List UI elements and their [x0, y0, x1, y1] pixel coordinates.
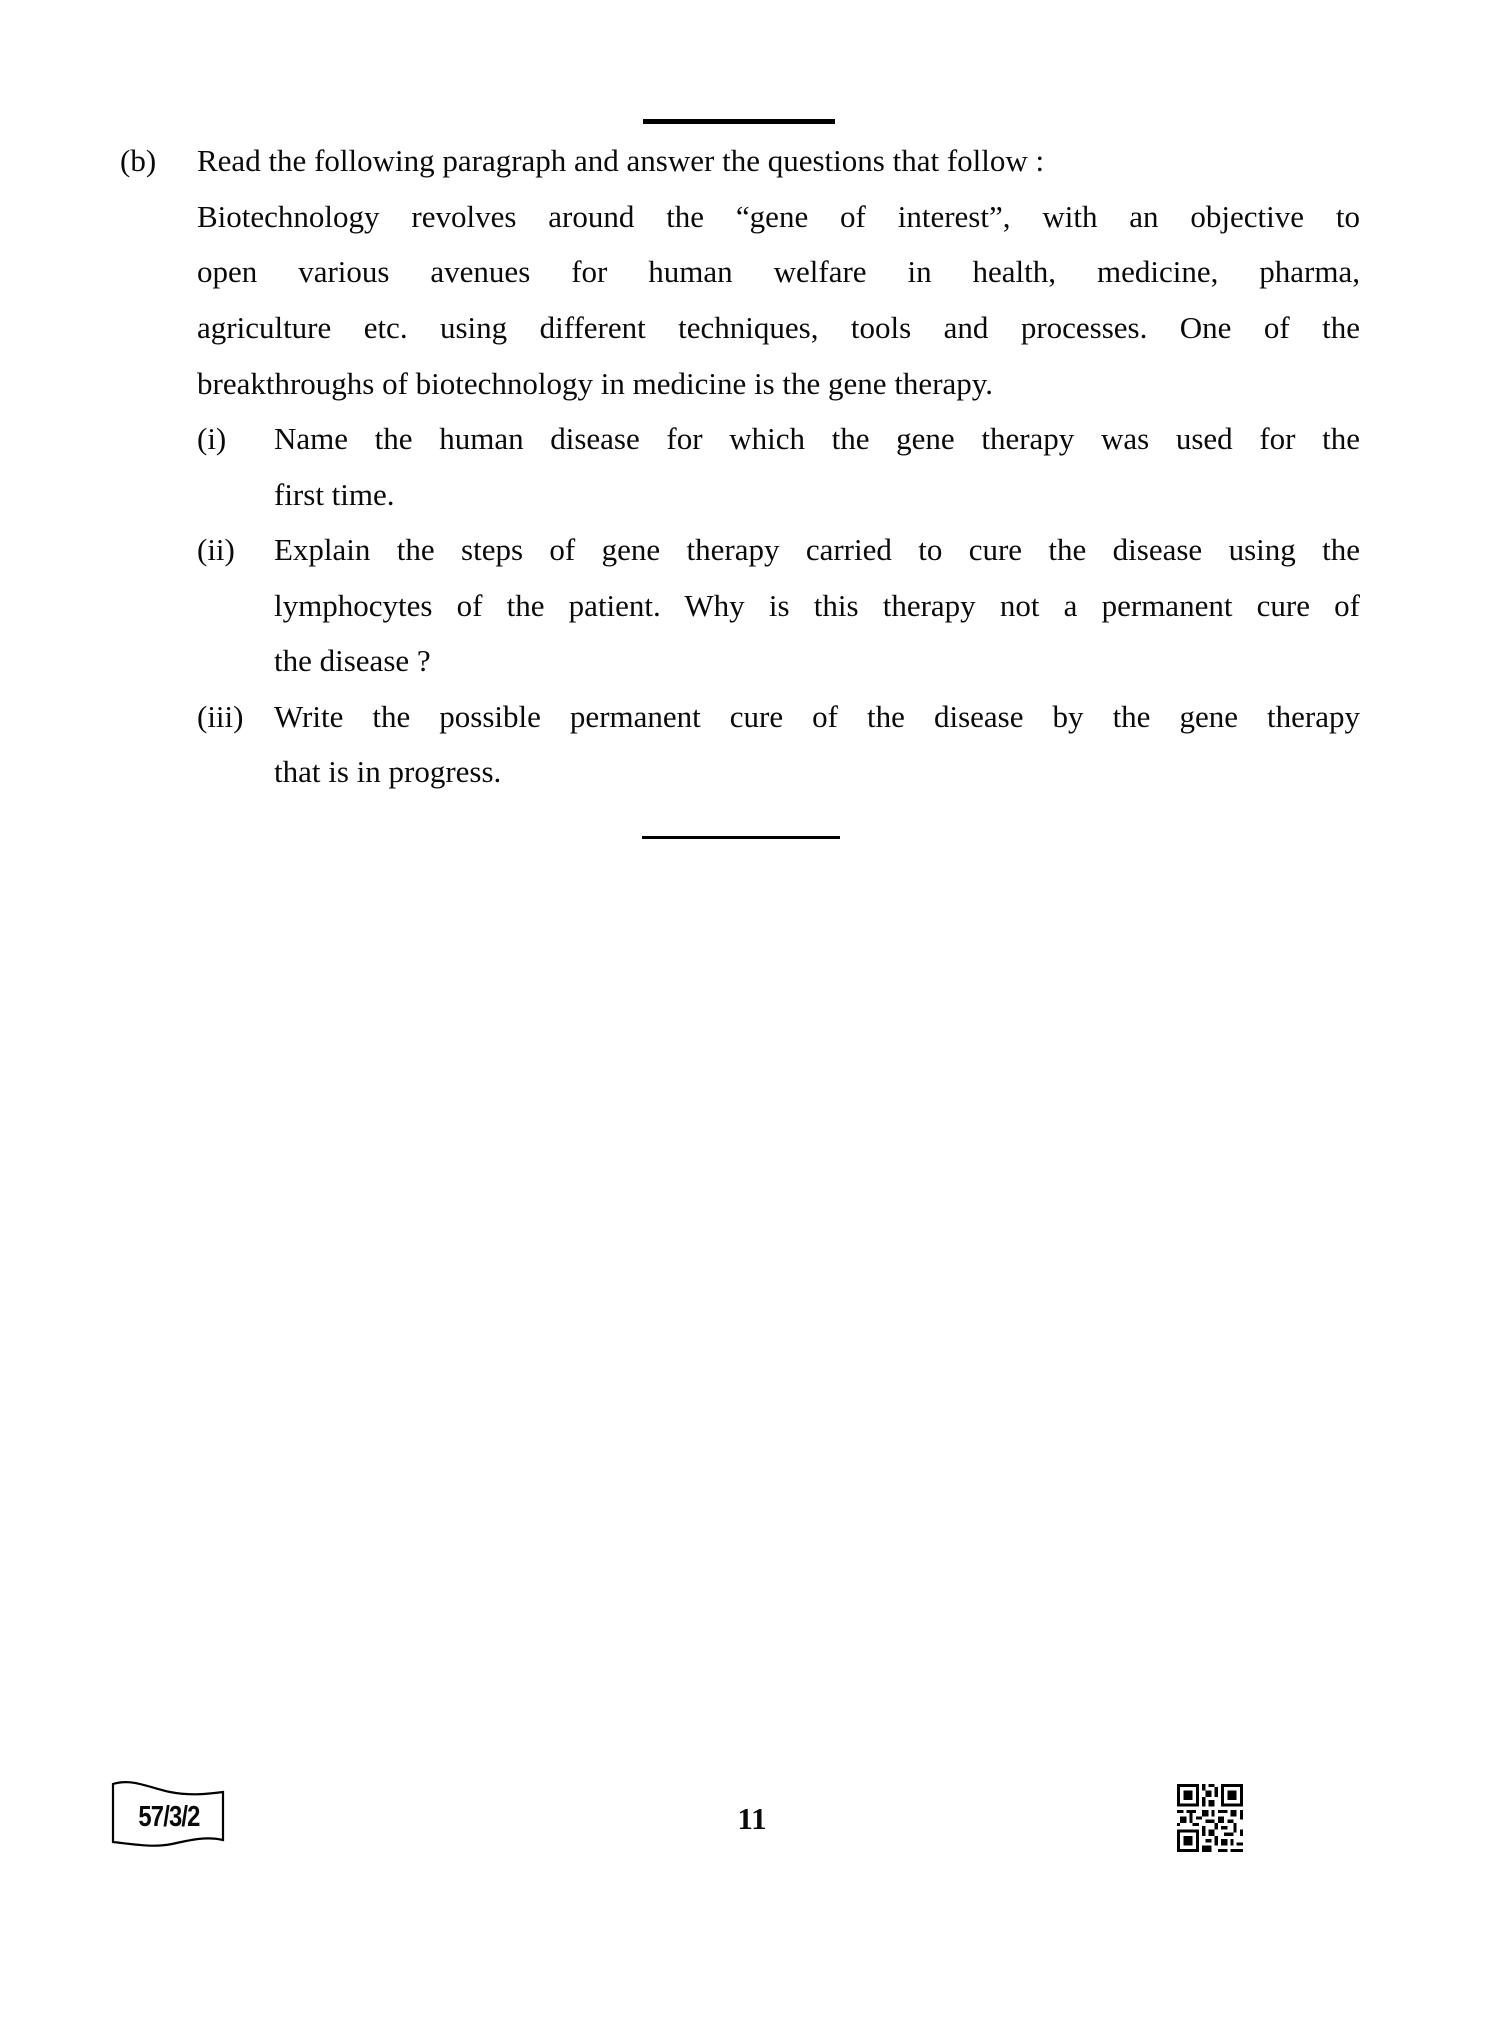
- sub-question-line: Explain the steps of gene therapy carried to cure the disease using the: [274, 532, 1360, 567]
- qr-code-icon: [1177, 1784, 1243, 1852]
- question-label: (b): [120, 143, 157, 178]
- top-divider-rule: [643, 119, 835, 124]
- sub-question-line: Write the possible permanent cure of the disease by the gene therapy: [274, 699, 1360, 734]
- bottom-divider-rule: [642, 836, 840, 839]
- paper-code-badge: [110, 1780, 226, 1850]
- paragraph-line: breakthroughs of biotechnology in medicine is the gene therapy.: [197, 366, 994, 401]
- sub-question-label: (iii): [197, 699, 244, 734]
- sub-question-line: that is in progress.: [274, 754, 502, 789]
- page-number: 11: [737, 1801, 767, 1836]
- paper-code: 57/3/2: [138, 1801, 200, 1833]
- sub-question-line: first time.: [274, 477, 395, 512]
- paragraph-line: Biotechnology revolves around the “gene of interest”, with an objective to: [197, 199, 1360, 234]
- sub-question-label: (ii): [197, 532, 235, 567]
- sub-question-label: (i): [197, 421, 227, 456]
- sub-question-line: the disease ?: [274, 643, 431, 678]
- paragraph-line: agriculture etc. using different techniques, tools and processes. One of the: [197, 310, 1360, 345]
- sub-question-line: Name the human disease for which the gene therapy was used for the: [274, 421, 1360, 456]
- paragraph-line: open various avenues for human welfare in health, medicine, pharma,: [197, 254, 1360, 289]
- sub-question-line: lymphocytes of the patient. Why is this therapy not a permanent cure of: [274, 588, 1360, 623]
- question-instruction: Read the following paragraph and answer the questions that follow :: [197, 143, 1045, 178]
